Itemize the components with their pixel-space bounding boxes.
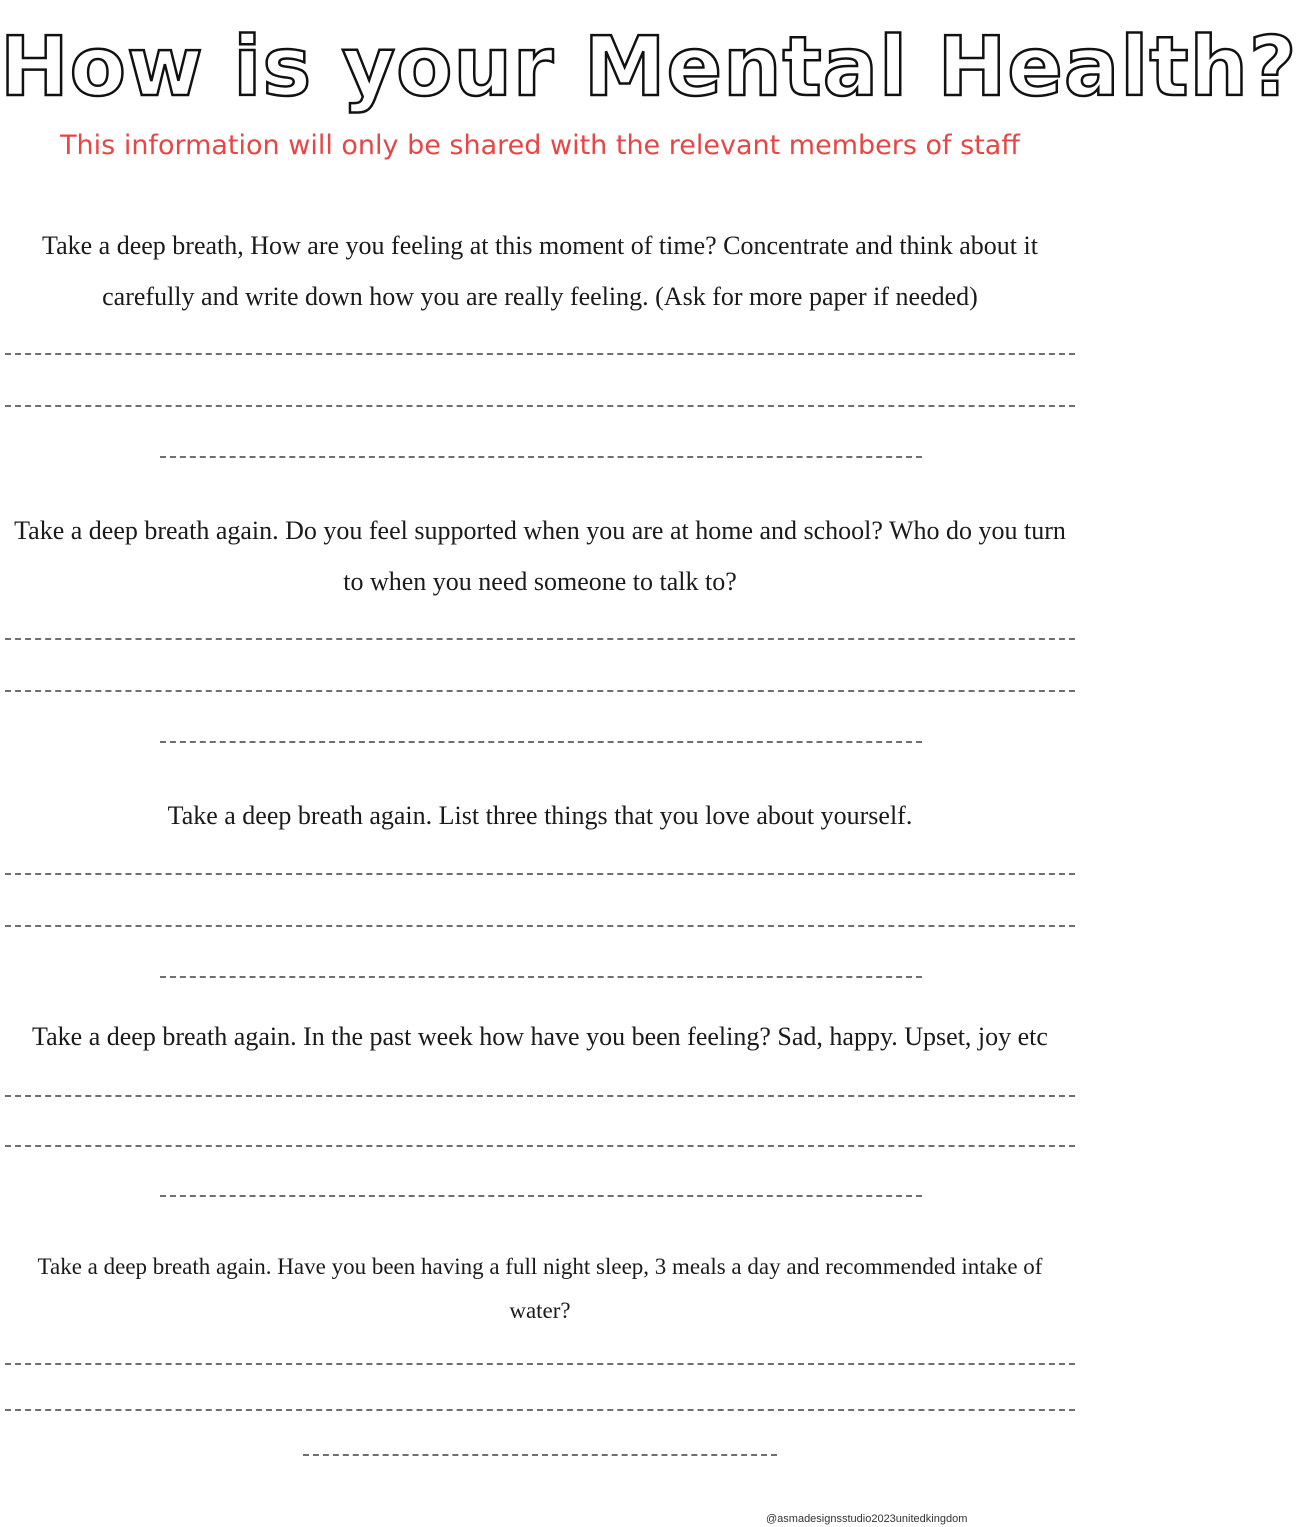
copyright-credit: @asmadesignsstudio2023unitedkingdom <box>766 1513 968 1525</box>
answer-line-5b[interactable] <box>5 1409 1075 1411</box>
answer-line-3a[interactable] <box>5 873 1075 875</box>
answer-line-1b[interactable] <box>5 405 1075 407</box>
answer-line-2a[interactable] <box>5 638 1075 640</box>
answer-line-5a[interactable] <box>5 1363 1075 1365</box>
answer-line-2c[interactable] <box>160 741 922 743</box>
answer-line-4a[interactable] <box>5 1095 1075 1097</box>
answer-line-3c[interactable] <box>160 976 922 978</box>
question-2: Take a deep breath again. Do you feel supported when you are at home and school? Who do you turn to when you need someone to talk to? <box>14 516 1066 596</box>
answer-line-2b[interactable] <box>5 690 1075 692</box>
question-5: Take a deep breath again. Have you been having a full night sleep, 3 meals a day and recommended intake of water? <box>37 1254 1043 1323</box>
answer-line-1a[interactable] <box>5 353 1075 355</box>
answer-line-3b[interactable] <box>5 925 1075 927</box>
answer-line-4b[interactable] <box>5 1145 1075 1147</box>
answer-line-5c[interactable] <box>303 1454 777 1456</box>
question-3: Take a deep breath again. List three things that you love about yourself. <box>167 801 913 830</box>
answer-line-4c[interactable] <box>160 1195 922 1197</box>
question-4: Take a deep breath again. In the past week how have you been feeling? Sad, happy. Upset, joy etc <box>32 1022 1048 1051</box>
privacy-notice: This information will only be shared with the relevant members of staff <box>60 130 1020 161</box>
answer-line-1c[interactable] <box>160 456 922 458</box>
page-title: How is your Mental Health? <box>0 20 1297 115</box>
question-1: Take a deep breath, How are you feeling at this moment of time? Concentrate and think about it carefully and write down how you are really feeling. (Ask for more paper if needed) <box>42 231 1038 311</box>
